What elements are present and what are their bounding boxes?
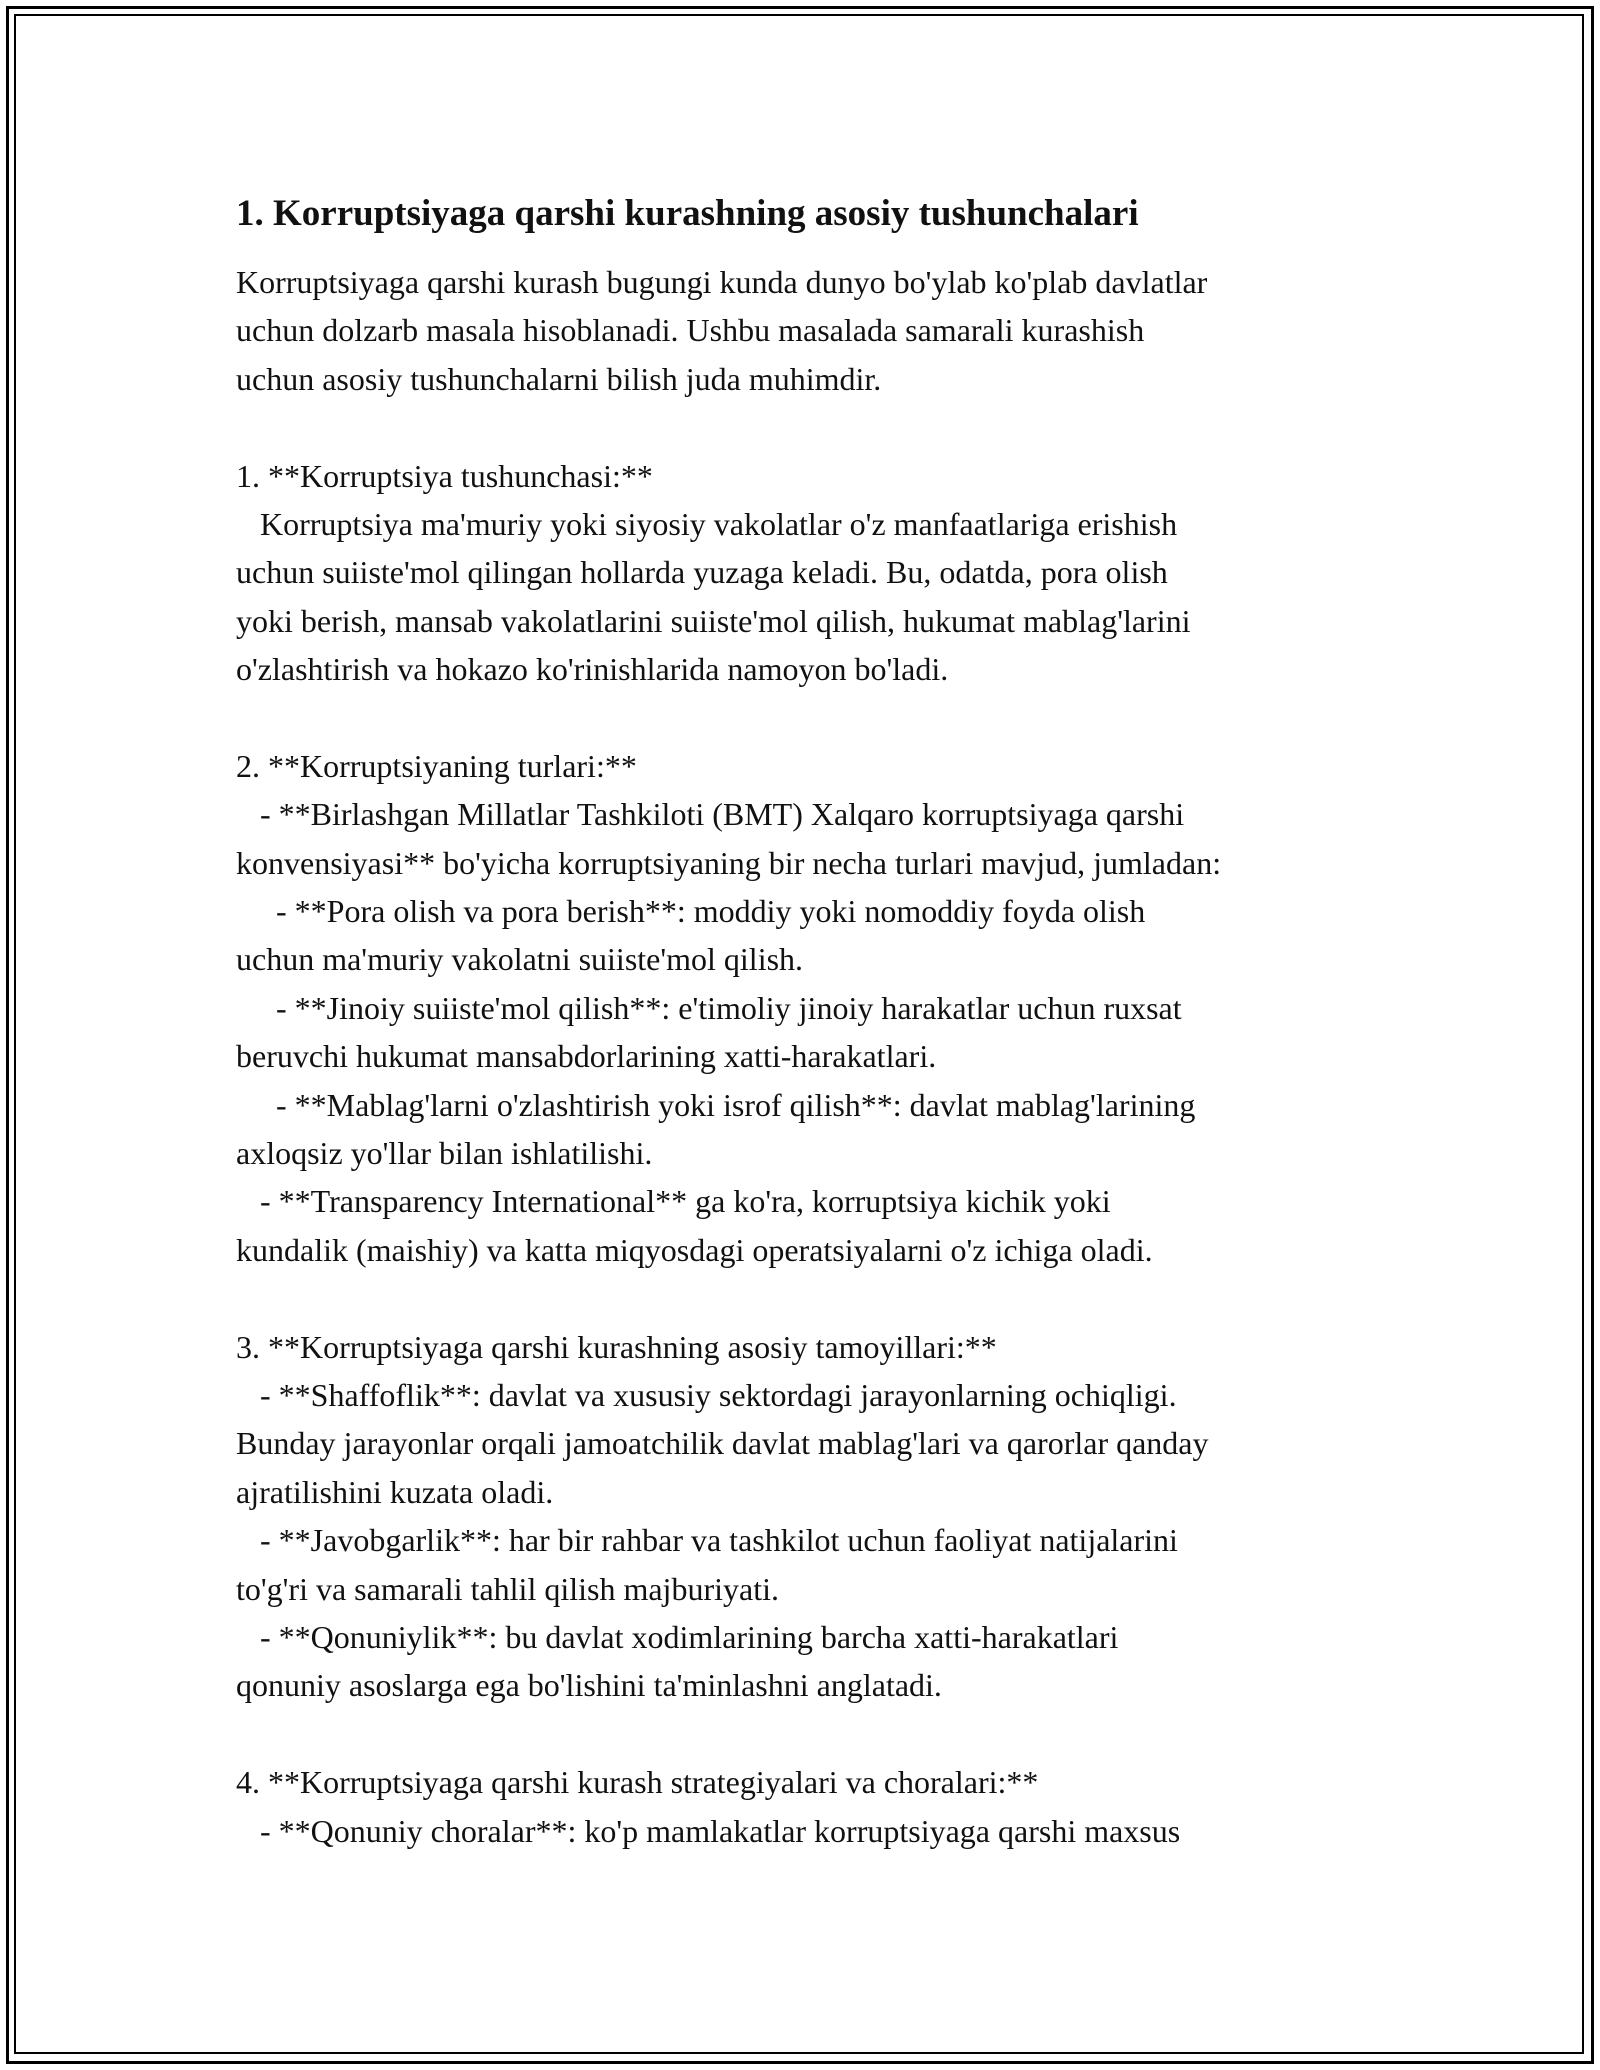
text-line: - **Qonuniy choralar**: ko'p mamlakatlar korruptsiyaga qarshi maxsus [236,1812,1181,1849]
text-line: uchun suiiste'mol qilingan hollarda yuzaga keladi. Bu, odatda, pora olish [236,554,1168,591]
body-text [236,258,1386,1855]
text-line: - **Mablag'larni o'zlashtirish yoki isrof qilish**: davlat mablag'larining [236,1086,1196,1123]
blank-line [236,1710,1386,1758]
blank-line [236,1274,1386,1322]
blank-line [236,694,1386,742]
text-line: 2. **Korruptsiyaning turlari:** [236,747,637,784]
text-line: 4. **Korruptsiyaga qarshi kurash strategiyalari va choralari:** [236,1764,1039,1801]
text-line: - **Jinoiy suiiste'mol qilish**: e'timoliy jinoiy harakatlar uchun ruxsat [236,989,1182,1026]
text-line: 3. **Korruptsiyaga qarshi kurashning asosiy tamoyillari:** [236,1328,997,1365]
text-line: uchun asosiy tushunchalarni bilish juda muhimdir. [236,360,882,397]
text-line: Bunday jarayonlar orqali jamoatchilik davlat mablag'lari va qarorlar qanday [236,1425,1209,1462]
text-line: uchun ma'muriy vakolatni suiiste'mol qilish. [236,941,804,978]
text-line: - **Transparency International** ga ko'ra, korruptsiya kichik yoki [236,1183,1111,1220]
text-line: - **Pora olish va pora berish**: moddiy yoki nomoddiy foyda olish [236,893,1146,930]
text-line: Korruptsiya ma'muriy yoki siyosiy vakolatlar o'z manfaatlariga erishish [236,505,1178,542]
text-line: - **Shaffoflik**: davlat va xususiy sektordagi jarayonlarning ochiqligi. [236,1376,1177,1413]
text-line: ajratilishini kuzata oladi. [236,1473,554,1510]
text-line: to'g'ri va samarali tahlil qilish majburiyati. [236,1570,779,1607]
text-line: axloqsiz yo'llar bilan ishlatilishi. [236,1135,653,1172]
text-line: 1. **Korruptsiya tushunchasi:** [236,457,653,494]
text-line: beruvchi hukumat mansabdorlarining xatti-harakatlari. [236,1038,937,1075]
text-line: - **Qonuniylik**: bu davlat xodimlarining barcha xatti-harakatlari [236,1618,1119,1655]
text-line: qonuniy asoslarga ega bo'lishini ta'minlashni anglatadi. [236,1667,942,1704]
text-line: yoki berish, mansab vakolatlarini suiiste'mol qilish, hukumat mablag'larini [236,602,1191,639]
text-line: uchun dolzarb masala hisoblanadi. Ushbu masalada samarali kurashish [236,312,1145,349]
text-line: konvensiyasi** bo'yicha korruptsiyaning bir necha turlari mavjud, jumladan: [236,844,1222,881]
text-line: - **Birlashgan Millatlar Tashkiloti (BMT) Xalqaro korruptsiyaga qarshi [236,796,1185,833]
text-line: Korruptsiyaga qarshi kurash bugungi kunda dunyo bo'ylab ko'plab davlatlar [236,264,1208,300]
section-heading: 1. Korruptsiyaga qarshi kurashning asosiy tushunchalari [236,193,1139,234]
text-line: kundalik (maishiy) va katta miqyosdagi operatsiyalarni o'z ichiga oladi. [236,1231,1153,1268]
blank-line [236,403,1386,451]
text-line: o'zlashtirish va hokazo ko'rinishlarida namoyon bo'ladi. [236,651,949,688]
document-body [236,190,1386,1855]
text-line: - **Javobgarlik**: har bir rahbar va tashkilot uchun faoliyat natijalarini [236,1522,1178,1559]
